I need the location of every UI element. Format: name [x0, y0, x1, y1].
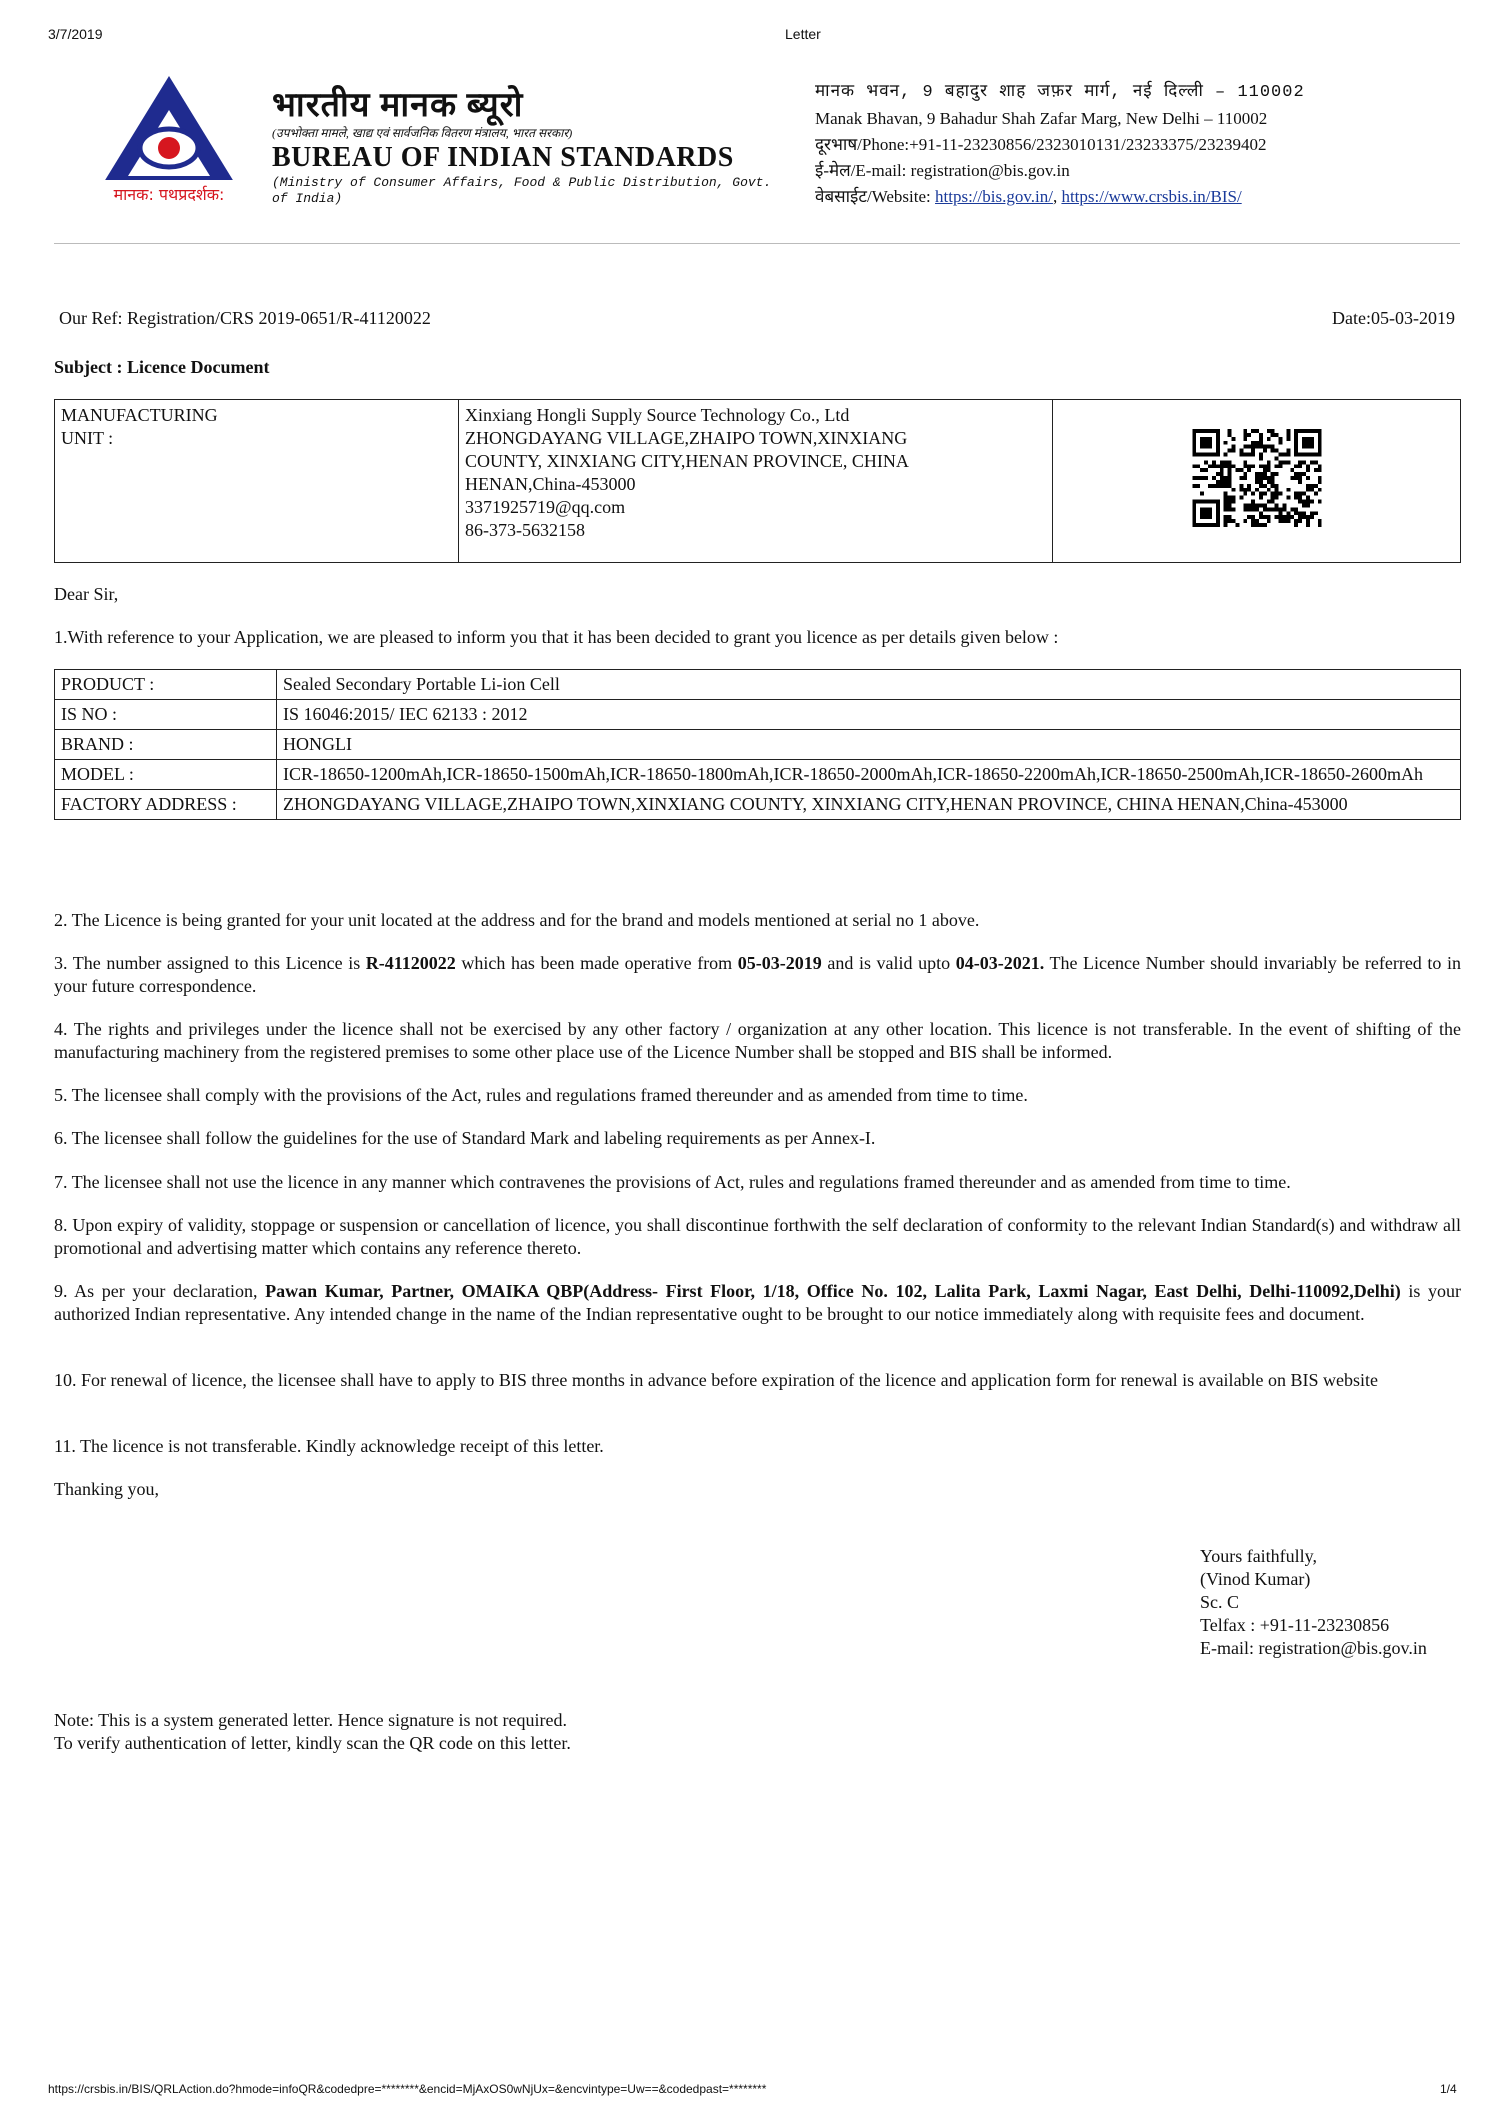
- header-divider: [54, 243, 1460, 244]
- para9-text: is your authorized Indian representative. Any intended change in the name of the Indian representative ought to be brought to our notice immediately along with requisite fees and document.: [54, 1281, 1462, 1324]
- paragraph-10: 10. For renewal of licence, the licensee shall have to apply to BIS three months in advance before expiration of the licence and application form for renewal is available on BIS website: [54, 1370, 1379, 1390]
- table-row: [55, 700, 1461, 730]
- letter-date: Date:05-03-2019: [1332, 308, 1455, 328]
- signature-block: [1200, 1545, 1427, 1660]
- detail-value: HONGLI: [277, 730, 1461, 760]
- detail-label: FACTORY ADDRESS :: [55, 790, 277, 820]
- email-label: ई-मेल/E-mail:: [815, 161, 907, 180]
- paragraph-7: 7. The licensee shall not use the licence in any manner which contravenes the provisions of Act, rules and regulations framed thereunder and as amended from time to time.: [54, 1172, 1291, 1192]
- website-link-crsbis[interactable]: https://www.crsbis.in/BIS/: [1061, 187, 1242, 206]
- email-value: registration@bis.gov.in: [910, 161, 1070, 180]
- unit-line: Xinxiang Hongli Supply Source Technology Co., Ltd: [465, 405, 850, 425]
- note-line: Note: This is a system generated letter. Hence signature is not required.: [54, 1710, 568, 1730]
- paragraph-11: 11. The licence is not transferable. Kindly acknowledge receipt of this letter.: [54, 1436, 604, 1456]
- representative-details: Pawan Kumar, Partner, OMAIKA QBP(Address- First Floor, 1/18, Office No. 102, Lalita Park, Laxmi Nagar, East Delhi, Delhi-110092,Delhi): [265, 1281, 1401, 1301]
- para3-text: which has been made operative from: [455, 953, 738, 973]
- para3-text: The Licence Number should invariably be referred to in your future correspondence.: [54, 953, 1461, 996]
- unit-line: ZHONGDAYANG VILLAGE,ZHAIPO TOWN,XINXIANG: [465, 428, 908, 448]
- operative-date: 05-03-2019: [737, 953, 822, 973]
- paragraph-8: 8. Upon expiry of validity, stoppage or suspension or cancellation of licence, you shall discontinue forthwith the self declaration of conformity to the relevant Indian Standard(s) and withdraw all promotional and advertising matter which contains any reference thereto.: [54, 1215, 1461, 1258]
- signatory-name: (Vinod Kumar): [1200, 1569, 1311, 1589]
- email-line: [815, 158, 1305, 184]
- paragraph-1: 1.With reference to your Application, we are pleased to inform you that it has been decided to grant you licence as per details given below :: [54, 627, 1059, 647]
- detail-value: ICR-18650-1200mAh,ICR-18650-1500mAh,ICR-18650-1800mAh,ICR-18650-2000mAh,ICR-18650-2200mAh,ICR-18650-2500mAh,ICR-18650-2600mAh: [277, 760, 1461, 790]
- system-note: [54, 1709, 571, 1755]
- phone-label: दूरभाष/Phone:: [815, 135, 910, 154]
- signatory-designation: Sc. C: [1200, 1592, 1240, 1612]
- signatory-telfax: Telfax : +91-11-23230856: [1200, 1615, 1390, 1635]
- signatory-email: E-mail: registration@bis.gov.in: [1200, 1638, 1427, 1658]
- paragraph-5: 5. The licensee shall comply with the provisions of the Act, rules and regulations framed thereunder and as amended from time to time.: [54, 1085, 1028, 1105]
- table-row: [55, 760, 1461, 790]
- para3-text: and is valid upto: [821, 953, 956, 973]
- detail-value: IS 16046:2015/ IEC 62133 : 2012: [277, 700, 1461, 730]
- phone-line: [815, 132, 1305, 158]
- website-link-bis[interactable]: https://bis.gov.in/: [935, 187, 1053, 206]
- detail-label: PRODUCT :: [55, 670, 277, 700]
- paragraph-2: 2. The Licence is being granted for your unit located at the address and for the brand and models mentioned at serial no 1 above.: [54, 910, 980, 930]
- thanking-line: Thanking you,: [54, 1479, 159, 1499]
- detail-label: IS NO :: [55, 700, 277, 730]
- phone-value: +91-11-23230856/2323010131/23233375/23239402: [909, 135, 1267, 154]
- letter-subject: Subject : Licence Document: [54, 357, 270, 377]
- org-name-hindi: भारतीय मानक ब्यूरो: [272, 87, 524, 124]
- valid-upto-date: 04-03-2021.: [955, 953, 1045, 973]
- org-name-english: BUREAU OF INDIAN STANDARDS: [272, 142, 734, 173]
- print-page-number: 1/4: [1440, 2082, 1457, 2096]
- org-ministry-hindi: (उपभोक्ता मामले, खाद्य एवं सार्वजनिक वितरण मंत्रालय, भारत सरकार): [272, 126, 573, 140]
- reference-number: Our Ref: Registration/CRS 2019-0651/R-41120022: [59, 308, 431, 328]
- note-line: To verify authentication of letter, kindly scan the QR code on this letter.: [54, 1733, 571, 1753]
- detail-value: ZHONGDAYANG VILLAGE,ZHAIPO TOWN,XINXIANG COUNTY, XINXIANG CITY,HENAN PROVINCE, CHINA HENAN,China-453000: [277, 790, 1461, 820]
- qr-cell: [1053, 400, 1461, 563]
- print-footer-url: https://crsbis.in/BIS/QRLAction.do?hmode=infoQR&codedpre=********&encid=MjAxOS0wNjUx=&encvintype=Uw==&codedpast=********: [48, 2082, 767, 2096]
- detail-label: BRAND :: [55, 730, 277, 760]
- unit-label-line-1: MANUFACTURING: [61, 405, 218, 425]
- unit-line: HENAN,China-453000: [465, 474, 636, 494]
- detail-label: MODEL :: [55, 760, 277, 790]
- website-line: [815, 184, 1305, 210]
- paragraph-4: 4. The rights and privileges under the licence shall not be exercised by any other factory / organization at any other location. This licence is not transferable. In the event of shifting of the manufacturing machinery from the registered premises to some other place use of the Licence Number shall be stopped and BIS shall be informed.: [54, 1019, 1461, 1062]
- unit-details-cell: [459, 400, 1053, 563]
- detail-value: Sealed Secondary Portable Li-ion Cell: [277, 670, 1461, 700]
- print-date: 3/7/2019: [48, 26, 103, 42]
- salutation: Dear Sir,: [54, 584, 119, 604]
- paragraph-9: [54, 1280, 1461, 1326]
- paragraph-3: [54, 952, 1461, 998]
- paragraph-6: 6. The licensee shall follow the guidelines for the use of Standard Mark and labeling requirements as per Annex-I.: [54, 1128, 876, 1148]
- address-hindi: मानक भवन, 9 बहादुर शाह जफ़र मार्ग, नई दिल्ली – 110002: [815, 83, 1305, 102]
- unit-label-line-2: UNIT :: [61, 428, 114, 448]
- unit-email: 3371925719@qq.com: [465, 497, 626, 517]
- print-title: Letter: [785, 26, 821, 42]
- closing-line: Yours faithfully,: [1200, 1546, 1318, 1566]
- licence-details-table: [54, 669, 1461, 820]
- table-row: [55, 790, 1461, 820]
- table-row: [55, 670, 1461, 700]
- unit-label-cell: [55, 400, 459, 563]
- para3-text: 3. The number assigned to this Licence is: [54, 953, 366, 973]
- qr-code-icon: [1191, 429, 1323, 527]
- org-address-block: [815, 80, 1305, 210]
- unit-line: COUNTY, XINXIANG CITY,HENAN PROVINCE, CHINA: [465, 451, 909, 471]
- org-ministry-english: (Ministry of Consumer Affairs, Food & Public Distribution, Govt. of India): [272, 175, 772, 206]
- bis-logo: [94, 72, 244, 212]
- licence-number: R-41120022: [365, 953, 456, 973]
- address-english: Manak Bhavan, 9 Bahadur Shah Zafar Marg, New Delhi – 110002: [815, 109, 1268, 128]
- manufacturing-unit-table: [54, 399, 1461, 563]
- website-separator: ,: [1052, 187, 1058, 206]
- para9-text: 9. As per your declaration,: [54, 1281, 266, 1301]
- website-label: वेबसाईट/Website:: [815, 187, 931, 206]
- unit-phone: 86-373-5632158: [465, 520, 585, 540]
- table-row: [55, 730, 1461, 760]
- logo-motto: मानक: पथप्रदर्शक:: [113, 185, 225, 204]
